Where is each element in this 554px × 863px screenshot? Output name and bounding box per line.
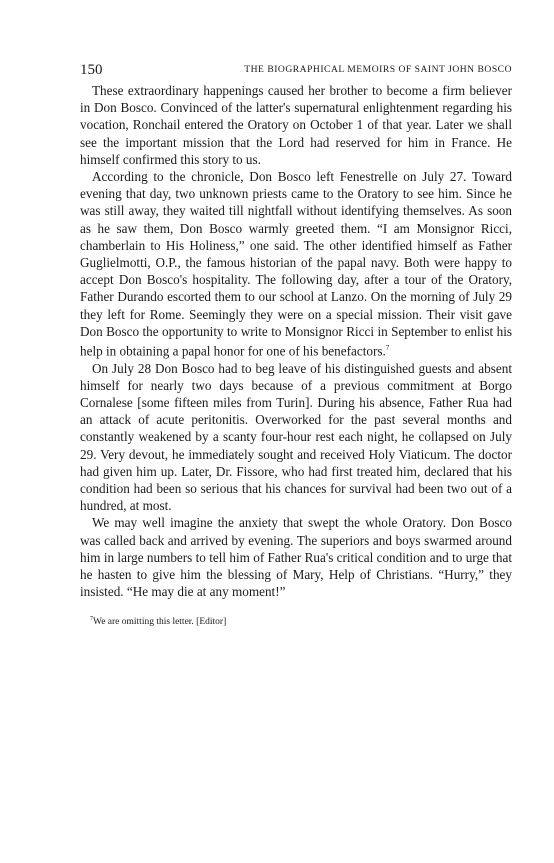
page-header <box>80 60 512 82</box>
paragraph <box>80 82 512 168</box>
book-page <box>80 60 512 630</box>
paragraph <box>80 514 512 600</box>
page-body <box>80 82 512 600</box>
paragraph-text: These extraordinary happenings caused her brother to become a firm believer in Don Bosco. Convinced of the latter's supernatural enlightenment regarding his vocation, Ronchail entered the Oratory on October 1 of that year. Later we shall see the important mission that the Lord had reserved for him in France. He himself confirmed this story to us. <box>80 83 512 167</box>
running-head: THE BIOGRAPHICAL MEMOIRS OF SAINT JOHN BOSCO <box>244 64 512 75</box>
paragraph-text: On July 28 Don Bosco had to beg leave of his distinguished guests and absent himself for nearly two days because of a previous commitment at Borgo Cornalese [some fifteen miles from Turin]. During his absence, Father Rua had an attack of acute peritonitis. Overworked for the past several months and constantly weakened by a scanty four-hour rest each night, he collapsed on July 29. Very devout, he immediately sought and received Holy Viaticum. The doctor had given him up. Later, Dr. Fissore, who had first treated him, declared that his condition had been so serious that his chances for survival had been two out of a hundred, at most. <box>80 360 512 514</box>
paragraph-text: We may well imagine the anxiety that swept the whole Oratory. Don Bosco was called back and arrived by evening. The superiors and boys swarmed around him in large numbers to tell him of Father Rua's critical condition and to urge that he hasten to give him the blessing of Mary, Help of Christians. “Hurry,” they insisted. “He may die at any moment!” <box>80 515 512 600</box>
page-number: 150 <box>80 62 103 78</box>
paragraph <box>80 360 512 515</box>
footnote-mark: 7 <box>90 616 93 623</box>
paragraph-text: According to the chronicle, Don Bosco left Fenestrelle on July 27. Toward evening that day, two unknown priests came to the Oratory to see him. Since he was still away, they waited till nightfall without identifying themselves. As soon as he saw them, Don Bosco warmly greeted them. “I am Monsignor Ricci, chamberlain to His Holiness,” one said. The other identified himself as Father Guglielmotti, O.P., the famous historian of the papal navy. Both were happy to accept Don Bosco's hospitality. The following day, after a tour of the Oratory, Father Durando escorted them to our school at Lanzo. On the morning of July 29 they left for Rome. Seemingly they were on a special mission. Their visit gave Don Bosco the opportunity to write to Monsignor Ricci in September to enlist his help in obtaining a papal honor for one of his benefactors. <box>80 169 512 359</box>
footnote-text: We are omitting this letter. [Editor] <box>93 617 227 628</box>
footnote <box>80 613 512 629</box>
footnote-reference[interactable]: 7 <box>385 344 390 353</box>
paragraph <box>80 168 512 360</box>
